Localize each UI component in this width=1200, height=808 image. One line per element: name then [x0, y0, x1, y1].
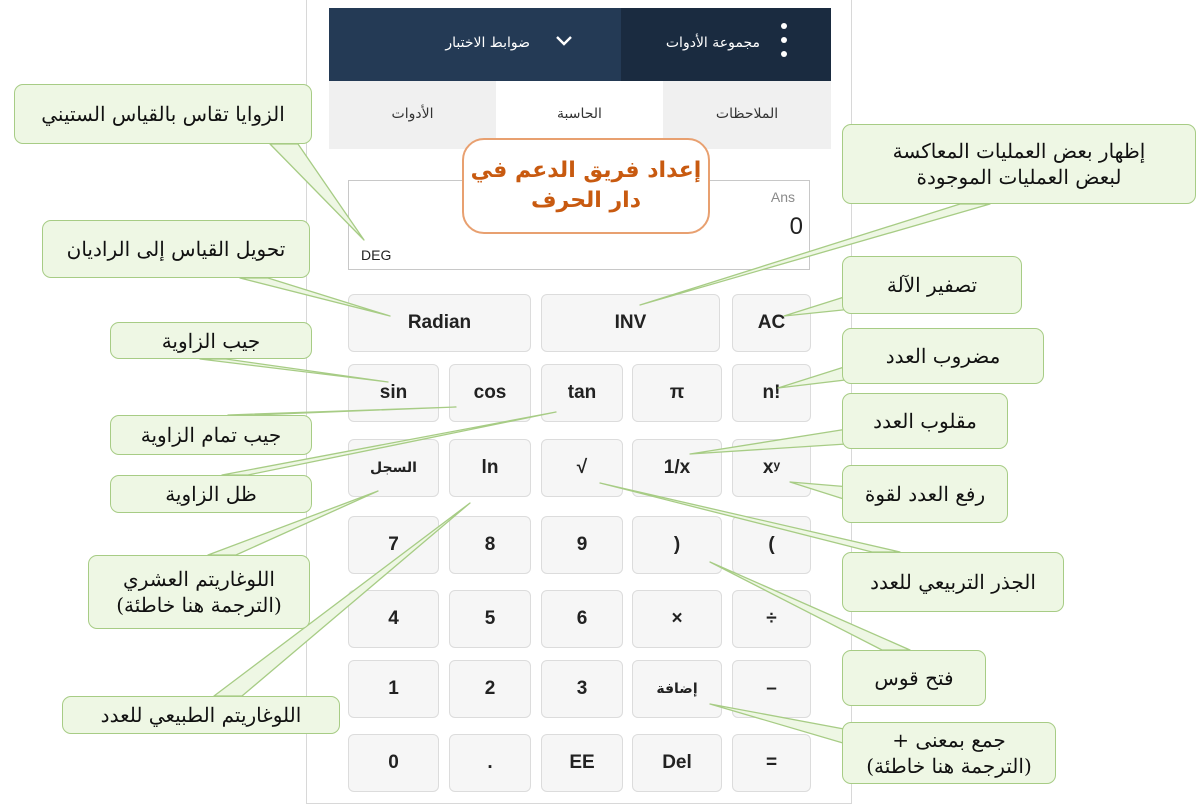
callout-inverse: [842, 124, 1196, 204]
callout-power: رفع العدد لقوة: [842, 465, 1008, 523]
add-button[interactable]: إضافة: [632, 660, 722, 718]
callout-log10-line1: اللوغاريتم العشري: [123, 567, 275, 591]
all-clear-button[interactable]: AC: [732, 294, 811, 352]
digit-9-button[interactable]: 9: [541, 516, 623, 574]
digit-2-button[interactable]: 2: [449, 660, 531, 718]
multiply-button[interactable]: ×: [632, 590, 722, 648]
paren-button-left[interactable]: ): [632, 516, 722, 574]
pointer-reciprocal: [690, 427, 862, 454]
callout-inverse-line1: إظهار بعض العمليات المعاكسة: [892, 139, 1146, 163]
pointer-cosine: [228, 407, 456, 415]
decimal-point-button[interactable]: .: [449, 734, 531, 792]
digit-6-button[interactable]: 6: [541, 590, 623, 648]
digit-4-button[interactable]: 4: [348, 590, 439, 648]
tan-button[interactable]: tan: [541, 364, 623, 422]
callout-log10: [88, 555, 310, 629]
digit-5-button[interactable]: 5: [449, 590, 531, 648]
callout-factorial: مضروب العدد: [842, 328, 1044, 384]
callout-reciprocal: مقلوب العدد: [842, 393, 1008, 449]
credit-box: [462, 138, 710, 234]
reciprocal-button[interactable]: 1/x: [632, 439, 722, 497]
angle-mode-indicator: DEG: [361, 247, 392, 263]
subtract-button[interactable]: –: [732, 660, 811, 718]
callout-cosine: جيب تمام الزاوية: [110, 415, 312, 455]
square-root-button[interactable]: √: [541, 439, 623, 497]
credit-line1: إعداد فريق الدعم في: [470, 158, 702, 183]
callout-add-line2: (الترجمة هنا خاطئة): [866, 754, 1032, 778]
ln-button[interactable]: ln: [449, 439, 531, 497]
divide-button[interactable]: ÷: [732, 590, 811, 648]
callout-sine: جيب الزاوية: [110, 322, 312, 359]
digit-1-button[interactable]: 1: [348, 660, 439, 718]
pointer-add: [710, 704, 860, 748]
callout-add: [842, 722, 1056, 784]
pointer-power: [790, 482, 850, 501]
credit-line2: دار الحرف: [530, 188, 642, 213]
tab-calculator[interactable]: الحاسبة: [496, 81, 663, 149]
callout-degrees: الزوايا تقاس بالقياس الستيني: [14, 84, 312, 144]
power-base: x: [762, 457, 774, 478]
inverse-button[interactable]: INV: [541, 294, 720, 352]
toolset-menu-label[interactable]: مجموعة الأدوات: [665, 35, 760, 51]
tab-notes[interactable]: الملاحظات: [663, 81, 831, 149]
test-controls-label[interactable]: ضوابط الاختبار: [445, 35, 530, 51]
digit-8-button[interactable]: 8: [449, 516, 531, 574]
sin-button[interactable]: sin: [348, 364, 439, 422]
paren-button-right[interactable]: (: [732, 516, 811, 574]
pointer-radian: [240, 278, 390, 316]
power-exponent: y: [773, 458, 781, 472]
delete-button[interactable]: Del: [632, 734, 722, 792]
callout-tangent: ظل الزاوية: [110, 475, 312, 513]
equals-button[interactable]: =: [732, 734, 811, 792]
exponent-ee-button[interactable]: EE: [541, 734, 623, 792]
radian-button[interactable]: Radian: [348, 294, 531, 352]
callout-log10-line2: (الترجمة هنا خاطئة): [116, 593, 282, 617]
pointer-sine: [200, 359, 388, 382]
factorial-button[interactable]: n!: [732, 364, 811, 422]
log-button[interactable]: السجل: [348, 439, 439, 497]
digit-0-button[interactable]: 0: [348, 734, 439, 792]
callout-inverse-line2: لبعض العمليات الموجودة: [916, 165, 1122, 189]
callout-ln: اللوغاريتم الطبيعي للعدد: [62, 696, 340, 734]
callout-sqrt: الجذر التربيعي للعدد: [842, 552, 1064, 612]
callout-add-line1: جمع بمعنى +: [892, 728, 1006, 752]
pi-button[interactable]: π: [632, 364, 722, 422]
digit-7-button[interactable]: 7: [348, 516, 439, 574]
digit-3-button[interactable]: 3: [541, 660, 623, 718]
ans-label: Ans: [770, 189, 795, 205]
callout-radian: تحويل القياس إلى الراديان: [42, 220, 310, 278]
cos-button[interactable]: cos: [449, 364, 531, 422]
callout-open-paren: فتح قوس: [842, 650, 986, 706]
tab-tools[interactable]: الأدوات: [329, 81, 496, 149]
callout-clear: تصفير الآلة: [842, 256, 1022, 314]
display-value: 0: [789, 213, 803, 240]
